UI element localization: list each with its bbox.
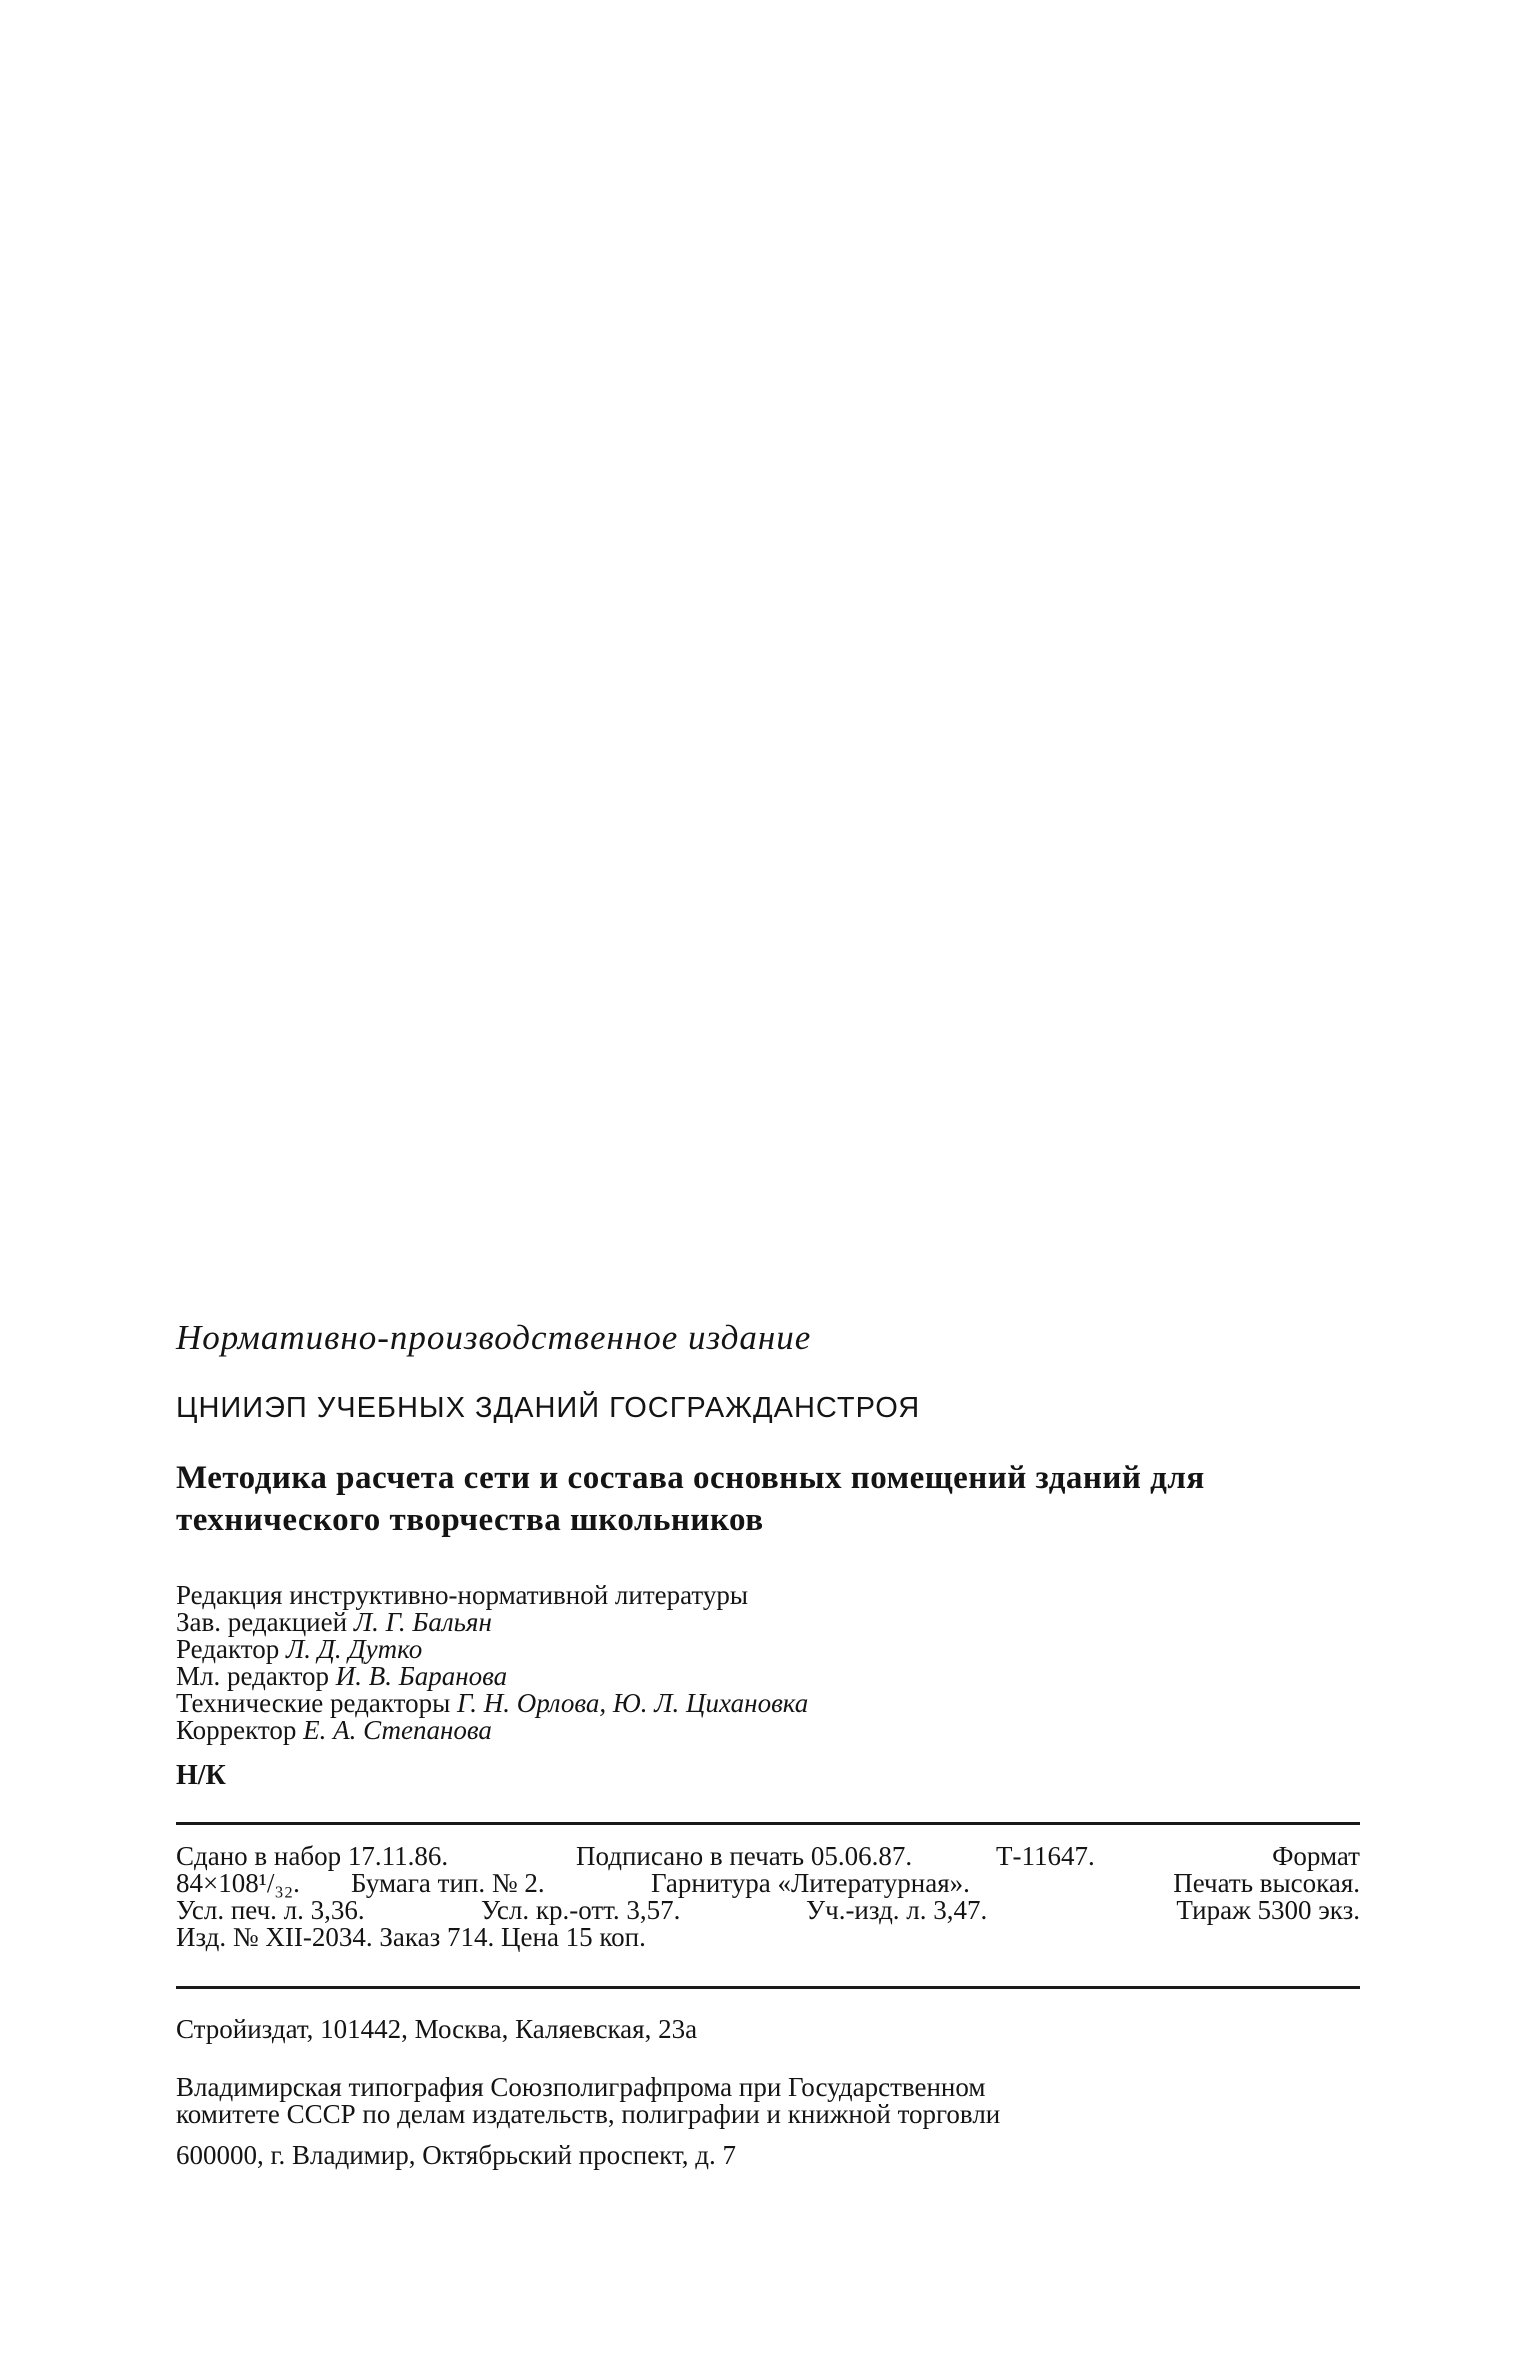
divider: [176, 1986, 1360, 1989]
staff-name: Л. Г. Бальян: [353, 1607, 492, 1637]
imprint-cell: Подписано в печать 05.06.87.: [576, 1841, 913, 1871]
imprint-cell: Печать высокая.: [1173, 1868, 1360, 1898]
junior-editor: [176, 1663, 1360, 1690]
staff-name: Г. Н. Орлова, Ю. Л. Цихановка: [456, 1688, 809, 1718]
nk-mark: Н/К: [176, 1760, 226, 1791]
book-title: [176, 1457, 1360, 1541]
printing-house-address: 600000, г. Владимир, Октябрьский проспект, д. 7: [176, 2140, 736, 2170]
proofreader: [176, 1717, 1360, 1744]
staff-name: Е. А. Степанова: [303, 1715, 492, 1745]
imprint-cell: Формат: [1272, 1841, 1360, 1871]
printing-house-line: Владимирская типография Союзполиграфпрома при Государственном: [176, 2072, 986, 2102]
printing-house-line: комитете СССР по делам издательств, полиграфии и книжной торговли: [176, 2099, 1001, 2129]
imprint-cell: Т-11647.: [996, 1841, 1095, 1871]
imprint-cell: Усл. кр.-отт. 3,57.: [481, 1895, 681, 1925]
staff-name: И. В. Баранова: [335, 1661, 508, 1691]
head-of-office: [176, 1609, 1360, 1636]
organization: ЦНИИЭП УЧЕБНЫХ ЗДАНИЙ ГОСГРАЖДАНСТРОЯ: [176, 1392, 921, 1424]
editorial-staff: [176, 1582, 1360, 1744]
staff-label: Редактор: [176, 1634, 280, 1664]
printing-house: [176, 2074, 1360, 2128]
staff-label: Зав. редакцией: [176, 1607, 348, 1637]
edition-type: Нормативно-производственное издание: [176, 1318, 812, 1357]
imprint-row: Изд. № XII-2034. Заказ 714. Цена 15 коп.: [176, 1922, 646, 1952]
staff-name: Л. Д. Дутко: [285, 1634, 423, 1664]
divider: [176, 1822, 1360, 1825]
print-imprint: [176, 1843, 1360, 1951]
book-title-line: технического творчества школьников: [176, 1502, 764, 1538]
imprint-cell: Гарнитура «Литературная».: [651, 1868, 970, 1898]
staff-label: Мл. редактор: [176, 1661, 330, 1691]
publisher-address: Стройиздат, 101442, Москва, Каляевская, 23а: [176, 2014, 698, 2044]
book-title-line: Методика расчета сети и состава основных помещений зданий для: [176, 1460, 1205, 1496]
imprint-row: [176, 1870, 1360, 1897]
technical-editors: [176, 1690, 1360, 1717]
imprint-cell: 84×108¹/₃₂.: [176, 1868, 300, 1898]
imprint-cell: Тираж 5300 экз.: [1176, 1895, 1360, 1925]
staff-label: Технические редакторы: [176, 1688, 451, 1718]
editor: [176, 1636, 1360, 1663]
imprint-cell: Уч.-изд. л. 3,47.: [806, 1895, 988, 1925]
imprint-row: [176, 1897, 1360, 1924]
imprint-cell: Усл. печ. л. 3,36.: [176, 1895, 365, 1925]
staff-label: Корректор: [176, 1715, 297, 1745]
imprint-cell: Бумага тип. № 2.: [351, 1868, 545, 1898]
imprint-row: [176, 1843, 1360, 1870]
editorial-office: Редакция инструктивно-нормативной литературы: [176, 1580, 748, 1610]
imprint-cell: Сдано в набор 17.11.86.: [176, 1841, 449, 1871]
